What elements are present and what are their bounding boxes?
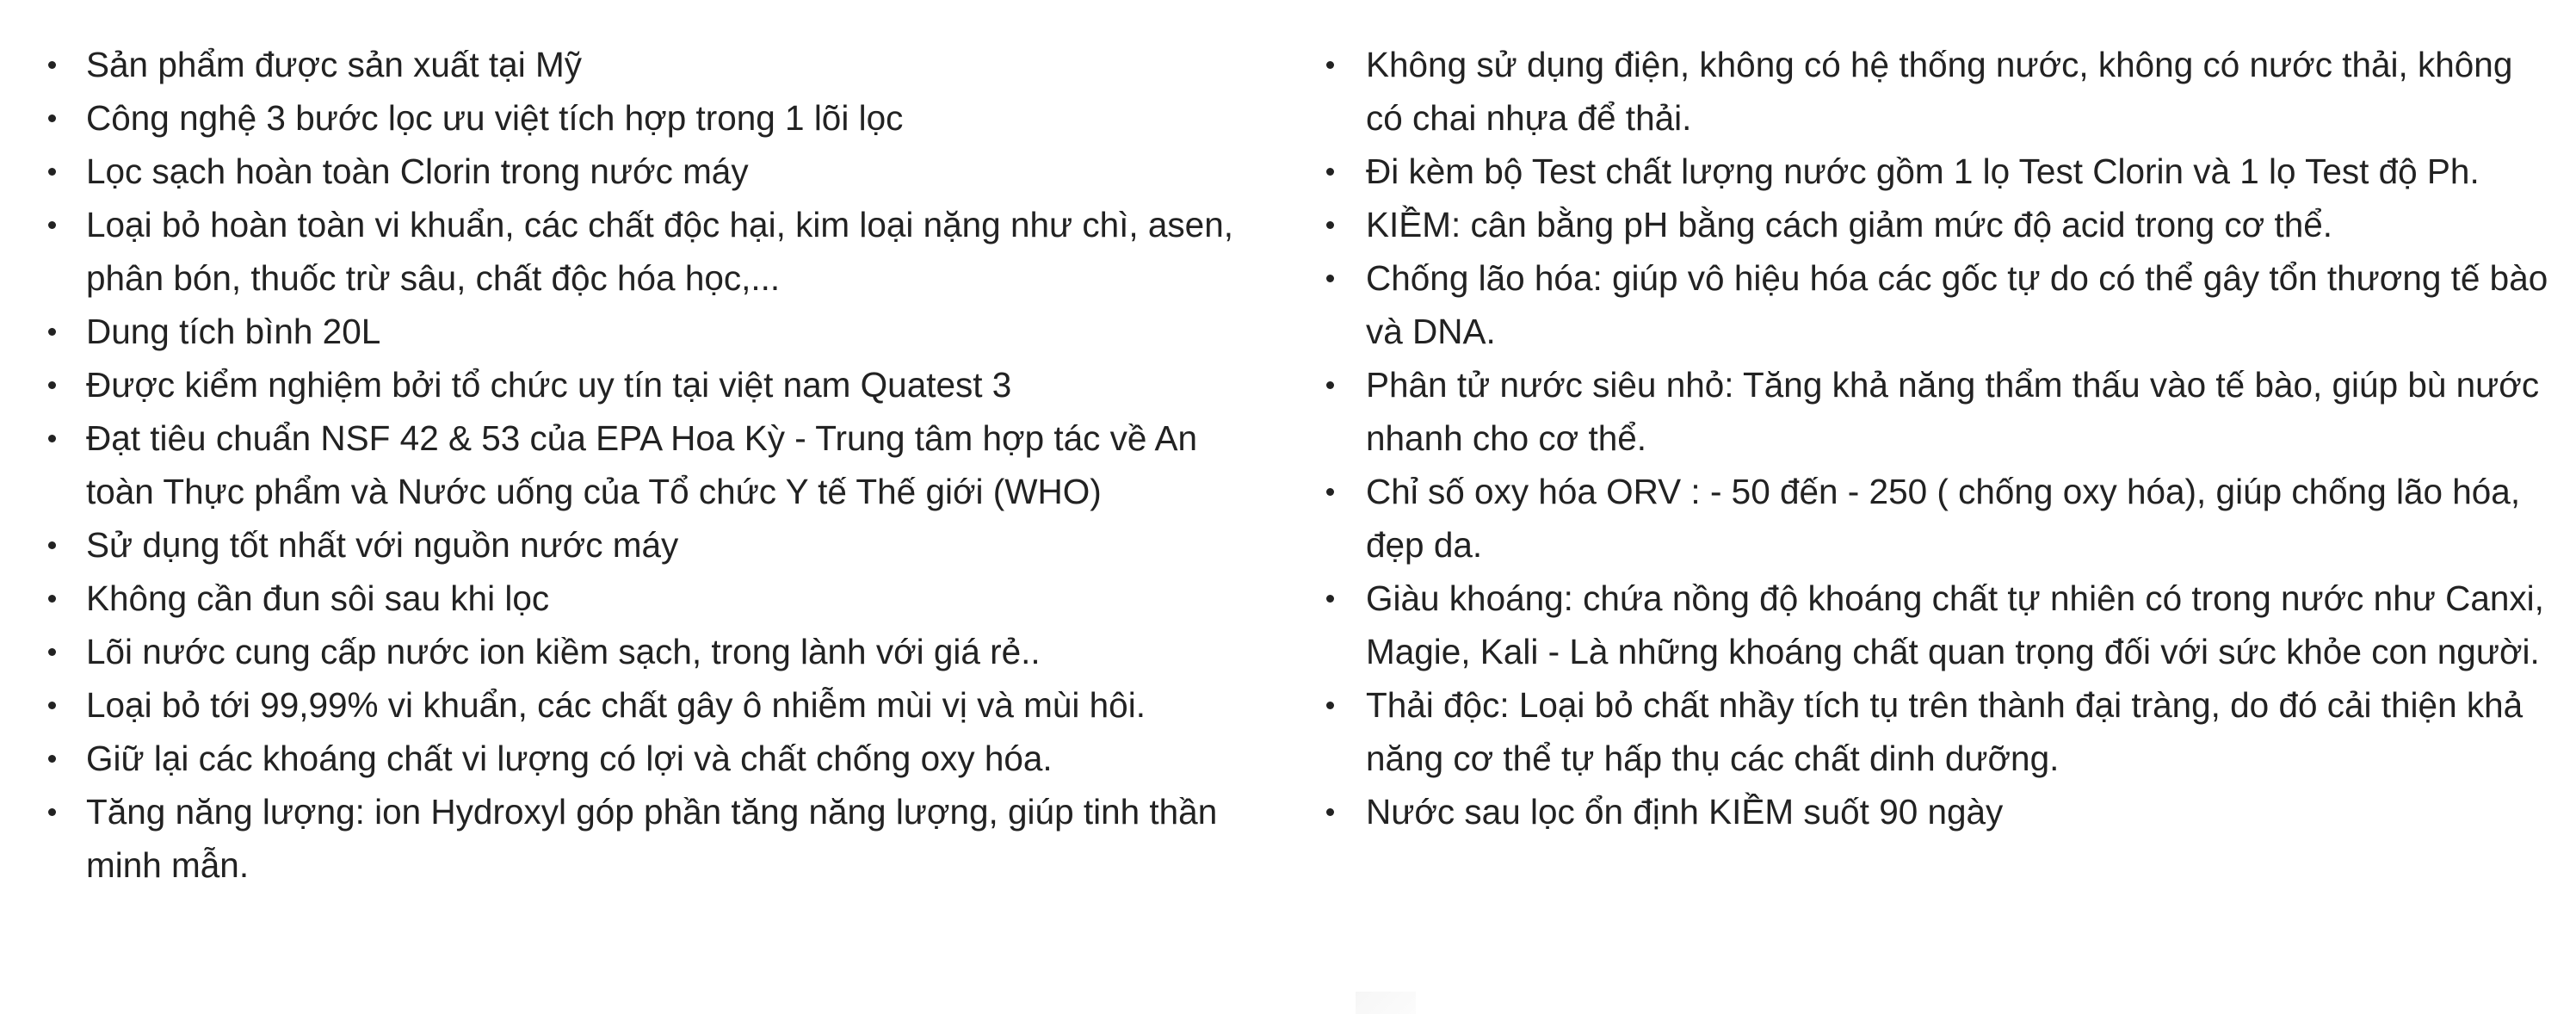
- bullet-dot: [48, 702, 56, 709]
- list-item: [1318, 678, 2557, 785]
- bullet-dot: [1326, 595, 1334, 603]
- list-item-text: Sản phẩm được sản xuất tại Mỹ: [86, 45, 582, 84]
- bullet-dot: [1326, 61, 1334, 69]
- list-item: [40, 38, 1262, 91]
- list-item: [1318, 358, 2557, 465]
- list-item-text: Phân tử nước siêu nhỏ: Tăng khả năng thẩm thấu vào tế bào, giúp bù nước nhanh cho cơ thể.: [1366, 365, 2540, 458]
- bullet-dot: [1326, 702, 1334, 709]
- bullet-dot: [1326, 381, 1334, 389]
- bullet-dot: [48, 381, 56, 389]
- list-item-text: Giữ lại các khoáng chất vi lượng có lợi và chất chống oxy hóa.: [86, 739, 1053, 778]
- list-item: [40, 145, 1262, 198]
- left-feature-list: [40, 38, 1262, 892]
- right-feature-list: [1318, 38, 2557, 838]
- list-item-text: Chống lão hóa: giúp vô hiệu hóa các gốc tự do có thể gây tổn thương tế bào và DNA.: [1366, 258, 2548, 351]
- faint-watermark: [1356, 992, 1416, 1014]
- bullet-dot: [48, 541, 56, 549]
- bullet-dot: [1326, 275, 1334, 282]
- list-item-text: Loại bỏ tới 99,99% vi khuẩn, các chất gây ô nhiễm mùi vị và mùi hôi.: [86, 685, 1146, 725]
- list-item-text: Sử dụng tốt nhất với nguồn nước máy: [86, 525, 679, 565]
- bullet-dot: [48, 648, 56, 656]
- bullet-dot: [48, 61, 56, 69]
- list-item: [40, 91, 1262, 145]
- bullet-dot: [48, 114, 56, 122]
- list-item-text: Lọc sạch hoàn toàn Clorin trong nước máy: [86, 151, 749, 191]
- bullet-dot: [48, 221, 56, 229]
- list-item: [40, 572, 1262, 625]
- list-item-text: Thải độc: Loại bỏ chất nhầy tích tụ trên thành đại tràng, do đó cải thiện khả năng cơ thể tự hấp thụ các chất dinh dưỡng.: [1366, 685, 2523, 778]
- list-item: [40, 732, 1262, 785]
- list-item-text: Công nghệ 3 bước lọc ưu việt tích hợp trong 1 lõi lọc: [86, 98, 904, 138]
- list-item-text: Không sử dụng điện, không có hệ thống nước, không có nước thải, không có chai nhựa để thải.: [1366, 45, 2513, 138]
- list-item: [40, 678, 1262, 732]
- list-item: [40, 305, 1262, 358]
- list-item: [40, 411, 1262, 518]
- list-item: [1318, 572, 2557, 678]
- list-item-text: Chỉ số oxy hóa ORV : - 50 đến - 250 ( chống oxy hóa), giúp chống lão hóa, đẹp da.: [1366, 472, 2521, 565]
- bullet-dot: [1326, 808, 1334, 816]
- list-item-text: Đi kèm bộ Test chất lượng nước gồm 1 lọ Test Clorin và 1 lọ Test độ Ph.: [1366, 151, 2480, 191]
- list-item-text: Dung tích bình 20L: [86, 312, 381, 351]
- bullet-dot: [1326, 488, 1334, 496]
- list-item-text: Nước sau lọc ổn định KIỀM suốt 90 ngày: [1366, 792, 2004, 832]
- list-item: [40, 518, 1262, 572]
- list-item-text: Được kiểm nghiệm bởi tổ chức uy tín tại việt nam Quatest 3: [86, 365, 1012, 405]
- bullet-dot: [1326, 221, 1334, 229]
- list-item: [40, 785, 1262, 892]
- list-item-text: Không cần đun sôi sau khi lọc: [86, 578, 550, 618]
- list-item: [1318, 198, 2557, 251]
- list-item: [1318, 251, 2557, 358]
- bullet-dot: [48, 595, 56, 603]
- bullet-dot: [48, 328, 56, 336]
- list-item-text: Giàu khoáng: chứa nồng độ khoáng chất tự nhiên có trong nước như Canxi, Magie, Kali - Là những khoáng chất quan trọng đối với sức khỏe con người.: [1366, 578, 2544, 671]
- list-item: [1318, 785, 2557, 838]
- list-item-text: Lõi nước cung cấp nước ion kiềm sạch, trong lành với giá rẻ..: [86, 632, 1041, 671]
- list-item-text: Đạt tiêu chuẩn NSF 42 & 53 của EPA Hoa Kỳ - Trung tâm hợp tác về An toàn Thực phẩm và Nước uống của Tổ chức Y tế Thế giới (WHO): [86, 418, 1197, 511]
- list-item-text: Tăng năng lượng: ion Hydroxyl góp phần tăng năng lượng, giúp tinh thần minh mẫn.: [86, 792, 1218, 885]
- list-item: [40, 358, 1262, 411]
- bullet-dot: [1326, 168, 1334, 176]
- bullet-dot: [48, 435, 56, 442]
- list-item-text: Loại bỏ hoàn toàn vi khuẩn, các chất độc hại, kim loại nặng như chì, asen, phân bón, thuốc trừ sâu, chất độc hóa học,...: [86, 205, 1233, 298]
- bullet-dot: [48, 168, 56, 176]
- list-item: [1318, 145, 2557, 198]
- list-item: [40, 198, 1262, 305]
- bullet-dot: [48, 755, 56, 763]
- list-item: [1318, 465, 2557, 572]
- list-item-text: KIỀM: cân bằng pH bằng cách giảm mức độ acid trong cơ thể.: [1366, 205, 2333, 244]
- bullet-dot: [48, 808, 56, 816]
- list-item: [40, 625, 1262, 678]
- list-item: [1318, 38, 2557, 145]
